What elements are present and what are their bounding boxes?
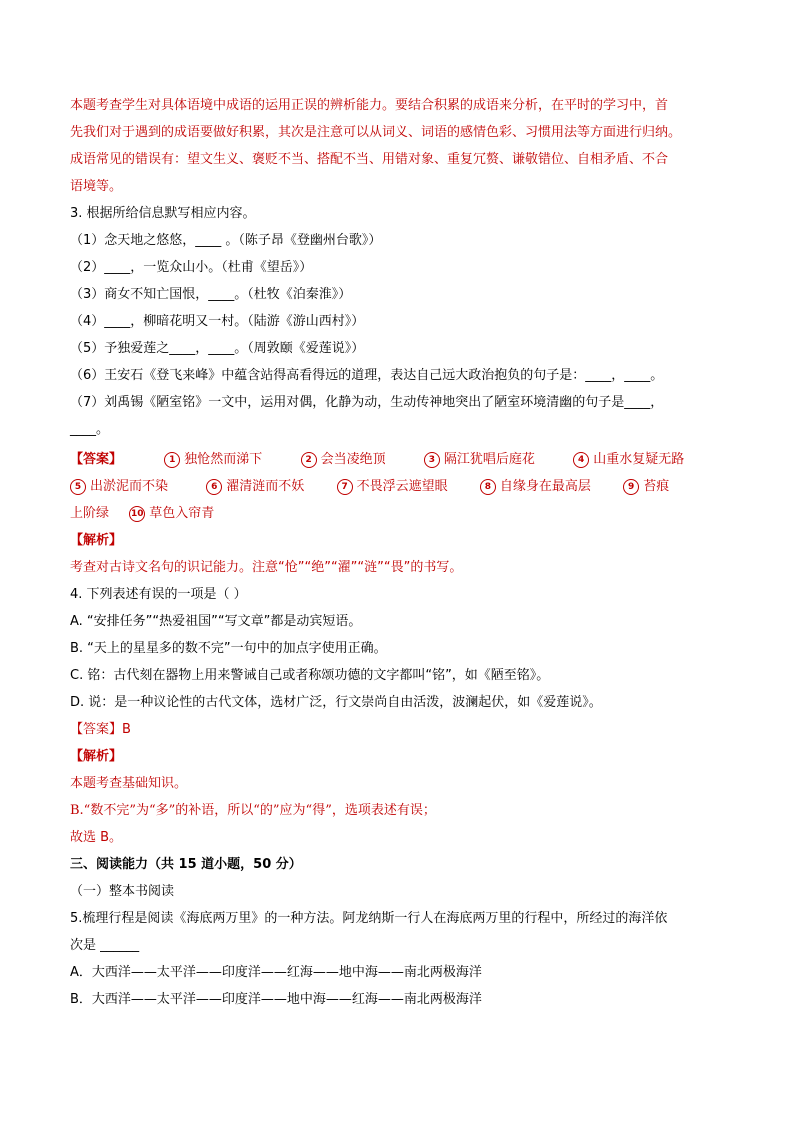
answer-text: 自缘身在最高层: [499, 479, 591, 494]
answer-text: 山重水复疑无路: [593, 452, 685, 467]
answer-9: [623, 478, 669, 496]
section-3-subtitle: （一）整本书阅读: [70, 884, 175, 899]
circled-number: 2: [301, 452, 317, 468]
answer-4: [573, 451, 684, 469]
answer-text: 苔痕: [643, 479, 670, 494]
answer-8: [480, 478, 591, 496]
answer-text: 会当凌绝顶: [320, 452, 386, 467]
answer-text: 隔江犹唱后庭花: [443, 452, 535, 467]
q4-option-b: B. “天上的星星多的数不完”一句中的加点字使用正确。: [70, 641, 387, 656]
circled-number: 3: [424, 452, 440, 468]
q3-item-5: （5）予独爱莲之____，____。（周敦颐《爱莲说》）: [70, 341, 365, 356]
q5-line-2: 次是 ______: [70, 938, 140, 953]
circled-number: 10: [129, 506, 145, 522]
q5-line-1: 5.梳理行程是阅读《海底两万里》的一种方法。阿龙纳斯一行人在海底两万里的行程中，所经过的海洋依: [70, 911, 668, 926]
q4-option-d: D. 说：是一种议论性的古代文体，选材广泛，行文崇尚自由活泼，波澜起伏，如《爱莲说》。: [70, 695, 602, 710]
answer-3: [424, 451, 535, 469]
q3-item-3: （3）商女不知亡国恨，____。（杜牧《泊秦淮》）: [70, 287, 352, 302]
q4-option-c: C. 铭：古代刻在器物上用来警诫自己或者称颂功德的文字都叫“铭”，如《陋至铭》。: [70, 668, 550, 683]
answer-text: 濯清涟而不妖: [226, 479, 305, 494]
q3-answers-row-3: [70, 505, 214, 523]
circled-number: 6: [206, 479, 222, 495]
q5-option-b: B．大西洋——太平洋——印度洋——地中海——红海——南北两极海洋: [70, 992, 482, 1007]
q3-analysis: 考查对古诗文名句的识记能力。注意“怆”“绝”“濯”“涟”“畏”的书写。: [70, 560, 463, 575]
q3-title: 3. 根据所给信息默写相应内容。: [70, 206, 256, 221]
answer-7: [337, 478, 448, 496]
answer-5: [70, 478, 168, 496]
section-3-title: 三、阅读能力（共 15 道小题，50 分）: [70, 857, 302, 872]
circled-number: 8: [480, 479, 496, 495]
answer-text: 出淤泥而不染: [90, 479, 169, 494]
q3-answers-row-1: [70, 451, 684, 469]
circled-number: 7: [337, 479, 353, 495]
answer-text: 独怆然而涕下: [184, 452, 263, 467]
answer-text: 不畏浮云遮望眼: [356, 479, 448, 494]
circled-number: 5: [70, 479, 86, 495]
intro-line-4: 语境等。: [70, 179, 123, 194]
q4-title: 4. 下列表述有误的一项是（ ）: [70, 587, 247, 602]
intro-line-1: 本题考查学生对具体语境中成语的运用正误的辨析能力。要结合积累的成语来分析，在平时的学习中，首: [70, 98, 669, 113]
q3-analysis-label: 【解析】: [70, 533, 123, 548]
q4-analysis-label: 【解析】: [70, 749, 123, 764]
answer-label: 【答案】: [70, 452, 123, 467]
q4-analysis-3: 故选 B。: [70, 830, 123, 845]
q3-item-7: （7）刘禹锡《陋室铭》一文中，运用对偶，化静为动，生动传神地突出了陋室环境清幽的句子是____，: [70, 395, 664, 410]
answer-text: 草色入帘青: [149, 506, 215, 521]
q3-item-1: （1）念天地之悠悠，____ 。（陈子昂《登幽州台歌》）: [70, 233, 382, 248]
answer-6: [206, 478, 304, 496]
q4-analysis-1: 本题考查基础知识。: [70, 776, 188, 791]
q4-answer: 【答案】B: [70, 722, 131, 737]
q3-item-7-cont: ____。: [70, 422, 110, 437]
q3-item-2: （2）____，一览众山小。（杜甫《望岳》）: [70, 260, 313, 275]
circled-number: 1: [164, 452, 180, 468]
q4-option-a: A. “安排任务”“热爱祖国”“写文章”都是动宾短语。: [70, 614, 362, 629]
intro-line-3: 成语常见的错误有：望文生义、褒贬不当、搭配不当、用错对象、重复冗赘、谦敬错位、自相矛盾、不合: [70, 152, 669, 167]
answer-9-cont: 上阶绿: [70, 506, 110, 521]
circled-number: 4: [573, 452, 589, 468]
circled-number: 9: [623, 479, 639, 495]
q3-answers-row-2: [70, 478, 669, 496]
q3-item-6: （6）王安石《登飞来峰》中蕴含站得高看得远的道理，表达自己远大政治抱负的句子是：____，____。: [70, 368, 664, 383]
q4-analysis-2: B.“数不完”为“多”的补语，所以“的”应为“得”，选项表述有误；: [70, 803, 436, 818]
answer-10: [129, 505, 214, 523]
intro-line-2: 先我们对于遇到的成语要做好积累，其次是注意可以从词义、词语的感情色彩、习惯用法等方面进行归纳。: [70, 125, 682, 140]
answer-1: [164, 451, 262, 469]
q3-item-4: （4）____，柳暗花明又一村。（陆游《游山西村》）: [70, 314, 365, 329]
answer-2: [301, 451, 386, 469]
q5-option-a: A．大西洋——太平洋——印度洋——红海——地中海——南北两极海洋: [70, 965, 482, 980]
